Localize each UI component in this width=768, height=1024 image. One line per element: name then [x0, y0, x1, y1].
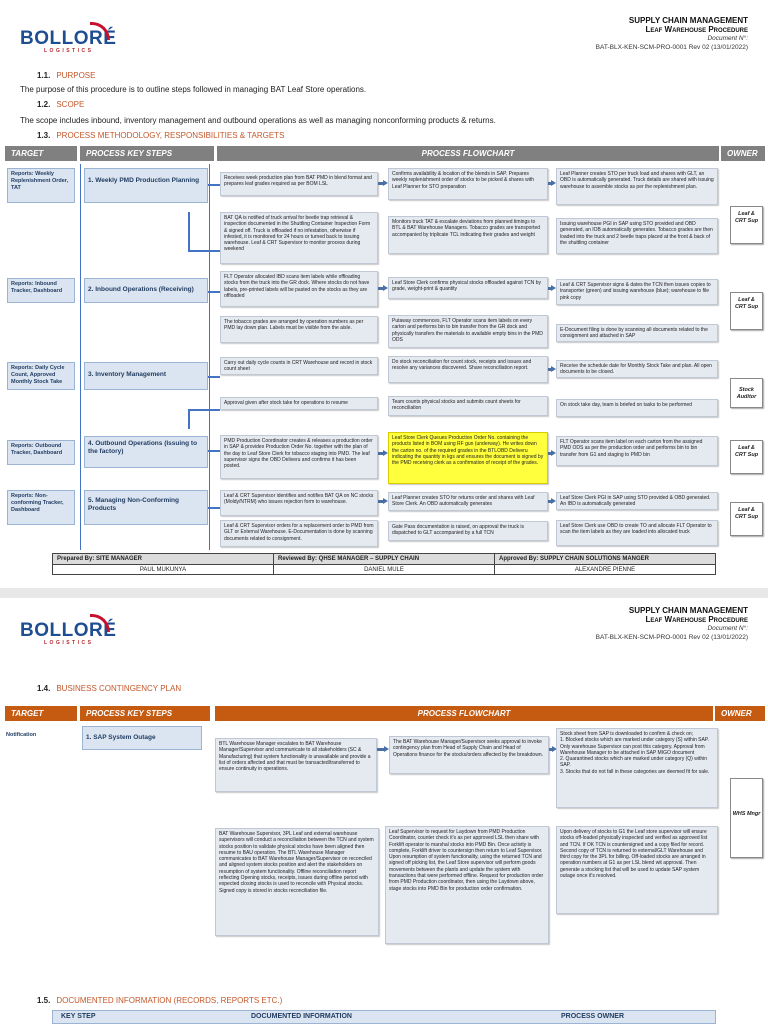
owner-3: Stock Auditor: [730, 378, 763, 408]
header-owner: OWNER: [721, 146, 765, 161]
header-target: TARGET: [5, 146, 77, 161]
connector-line: [208, 376, 220, 378]
arrow-right-icon: [378, 452, 384, 455]
flow-box: Leaf & CRT Supervisor identifies and notifies BAT QA on NC stocks (Moldy/NTRM) who issues rejection form to warehouse.: [220, 490, 378, 516]
connector-line: [188, 409, 190, 429]
connector-line: [208, 184, 220, 186]
step-4: 4. Outbound Operations (Issuing to the factory): [84, 436, 208, 468]
target-1: Reports: Weekly Replenishment Order, TAT: [7, 168, 75, 203]
header-steps: PROCESS KEY STEPS: [80, 146, 214, 161]
approved-by-label: Approved By: SUPPLY CHAIN SOLUTIONS MANGER: [499, 556, 650, 562]
reviewed-by-label: Reviewed By: QHSE MANAGER – SUPPLY CHAIN: [274, 554, 495, 564]
scope-text: The scope includes inbound, inventory management and outbound operations as well as managing nonconforming products & returns.: [20, 116, 496, 125]
bcp-header-target: TARGET: [5, 706, 77, 721]
bcp-flow-box: The BAT Warehouse Manager/Supervisor seeks approval to invoke contingency plan from Head of Supply Chain and Head of Operations finance for the stocks/orders affected by the breakdown.: [389, 736, 549, 774]
arrow-right-icon: [378, 500, 384, 503]
connector-line: [188, 212, 190, 250]
bcp-target: Notification: [6, 732, 37, 738]
flow-box: BAT QA is notified of truck arrival for beetle trap retrieval & inspection documented in the Shuttling Container Inspection Form & signed off. Truck is offloaded if no infestation, otherwise if infested, it is monitored for 24 hours or turned back to issuing warehouse. Leaf & CRT Supervisor to monitor process during weekend: [220, 212, 378, 264]
flow-box: Do stock reconciliation for count stock, receipts and issues and resolve any variances discovered. Share reconciliation report.: [388, 356, 548, 383]
step-5: 5. Managing Non-Conforming Products: [84, 490, 208, 525]
flow-box: Putaway commences, FLT Operator scans item labels on every carton and performs bin to bin transfer from the GR dock and physically transfers the materials to available empty bins in the PMD ODS: [388, 315, 548, 348]
section-docs-heading: 1.5. DOCUMENTED INFORMATION (RECORDS, REPORTS ETC.): [37, 996, 283, 1005]
arrow-right-icon: [548, 182, 552, 185]
company-logo: BOLLORÉ LOGISTICS: [20, 30, 116, 54]
flow-box: Issuing warehouse PGI in SAP using STO provided and OBD generated, an IOB automatically generates. Tobacco grades are then loaded into the truck and 2 beetle traps placed at the front & back of the shuttling container: [556, 218, 718, 254]
arrow-right-icon: [548, 287, 552, 290]
flow-box: Monitors truck TAT & escalate deviations from planned timings to BTL & BAT Warehouse Managers. Tobacco grades are transported accompanied by triplicate TCL indicating their grades and weight: [388, 216, 548, 254]
approved-by-name: ALEXANDRE PIENNE: [574, 567, 636, 573]
flow-box: Receives week production plan from BAT PMD in blend format and prepares leaf grades required as per BOM LSL: [220, 172, 378, 196]
purpose-text: The purpose of this procedure is to outline steps followed in managing BAT Leaf Store operations.: [20, 85, 367, 94]
step-1: 1. Weekly PMD Production Planning: [84, 168, 208, 203]
flow-box: Gate Pass documentation is raised, on approval the truck is dispatched to GLT accompanied by a full TCN: [388, 521, 548, 541]
flow-box: E-Document filing is done by scanning all documents related to the consignment and attached in SAP: [556, 324, 718, 342]
flow-box: Leaf Store Clerk PGI in SAP using STO provided & OBD generated. An IBD is automatically generated: [556, 492, 718, 510]
arrow-right-icon: [548, 452, 552, 455]
flow-box: Leaf Planner creates STO per truck load and shares with GLT, an OBD is automatically generated. Truck details are shared with issuing warehouse to assemble stocks as per the replenishment plan.: [556, 168, 718, 205]
arrow-right-icon: [549, 748, 553, 751]
connector-line: [208, 291, 220, 293]
bcp-header-owner: OWNER: [715, 706, 765, 721]
arrow-right-icon: [378, 182, 384, 185]
flow-box: Leaf & CRT Supervisor orders for a replacement order to PMD from GLT or External Warehouse. E-Documentation is done by scanning documents related to consignment.: [220, 520, 378, 547]
bcp-flow-box: BTL Warehouse Manager escalates to BAT Warehouse Manager/Supervisor and communicate to all stakeholders (SC & Manufacturing) that system functionality is unavailable and provide a list of orders affected and that must be transacted/transferred to ensure continuity in operations.: [215, 738, 377, 792]
arrow-right-icon: [548, 368, 552, 371]
col-process-owner: PROCESS OWNER: [561, 1013, 625, 1020]
bcp-flow-box: Upon delivery of stocks to G1 the Leaf store supervisor will ensure stocks off-loaded physically inspected and verified as approved list and TCN. If OK TCN is countersigned and a copy filed for record. Second copy of TCN is returned to external/GLT Warehouse and third copy for the 3PL for billing. Off-loaded stocks are arranged in operation numbers at G1 as per LSL blend wit approval. Then generate a stocking list that will be used to update SAP system outage once it's resolved.: [556, 826, 718, 914]
page-separator: [0, 588, 768, 598]
target-4: Reports: Outbound Tracker, Dashboard: [7, 440, 75, 465]
flow-box: Leaf Planner creates STO for returns order and shares with Leaf Store Clerk. An OBD automatically generates: [388, 492, 548, 511]
connector-line: [188, 409, 220, 411]
bcp-flow-box: Stock sheet from SAP is downloaded to confirm & check on; 1. Blocked stocks which are marked under category (S) within SAP. Only warehouse Supervisor can post this category. Approval from Warehouse Manager to be attached in SAP MIGO document 2. Quarantined stocks which are marked under category (Q) within SAP. 3. Stocks that do not fall in these categories are deemed fit for sale.: [556, 728, 718, 808]
flow-box: Receive the schedule date for Monthly Stock Take and plan. All open documents to be closed.: [556, 360, 718, 378]
connector-line: [188, 250, 220, 252]
flow-box: Leaf & CRT Supervisor signs & dates the TCN then issues copies to transporter (green) and issuing warehouse (blue); warehouse to file pink copy: [556, 279, 718, 305]
prepared-by-label: Prepared By: SITE MANAGER: [53, 554, 274, 564]
flow-box-highlighted: Leaf Store Clerk Queues Production Order No. containing the products listed in BOM using RF gun (underway). He writes down the carton no. of the required grades in the BTLOBD Deliveru indicating the quantity in kgs and ensures the document is signed by the PMD receiving clerk as a confirmation of receipt of the grades.: [388, 432, 548, 484]
step-2: 2. Inbound Operations (Receiving): [84, 278, 208, 303]
flow-box: Approval given after stock take for operations to resume: [220, 397, 378, 410]
flow-box: Team counts physical stocks and submits count sheets for reconciliation: [388, 396, 548, 416]
bcp-flow-box: BAT Warehouse Supervisor, 3PL Leaf and external warehouse supervisors will conduct a reconciliation between the TCN and system stocks position to validate physical stocks have been aligned then resume to BAU operation. The BTL Warehouse Manager communicates to BAT Warehouse Manager/Supervisor on reconciled and aligned system stocks position and alert the stakeholders on resumption of system functionality. Offline reconciliation report reflecting Opening stocks, receipts, issues during offline period with expected closing stocks is used to reconcile with Physical stocks. Signed copy is stored in stocks reconciliation file.: [215, 828, 379, 936]
document-header: SUPPLY CHAIN MANAGEMENT Leaf Warehouse Procedure Document N°: BAT-BLX-KEN-SCM-PRO-0001 Rev 02 (13/01/2022): [595, 606, 748, 641]
section-purpose-heading: 1.1. PURPOSE: [37, 71, 96, 80]
section-bcp-heading: 1.4. BUSINESS CONTINGENCY PLAN: [37, 684, 182, 693]
arrow-right-icon: [377, 748, 385, 751]
page-two: [0, 598, 768, 1024]
flow-box: On stock take day, team is briefed on tasks to be performed: [556, 399, 718, 417]
document-header: SUPPLY CHAIN MANAGEMENT Leaf Warehouse Procedure Document N°: BAT-BLX-KEN-SCM-PRO-0001 Rev 02 (13/01/2022): [595, 16, 748, 51]
flow-box: FLT Operator allocated IBD scans item labels while offloading stocks from the truck into the GR dock. Where stocks do not have labels, pre-printed labels will be pasted on the stocks as they are offloaded: [220, 271, 378, 307]
col-key-step: KEY STEP: [61, 1013, 96, 1020]
connector-line: [208, 507, 220, 509]
prepared-by-name: PAUL MUKUNYA: [53, 565, 274, 574]
flow-box: Leaf Store Clerk confirms physical stocks offloaded against TCN by grade, weight-print & quantity: [388, 277, 548, 299]
bcp-header-steps: PROCESS KEY STEPS: [80, 706, 210, 721]
company-logo: BOLLORÉ LOGISTICS: [20, 622, 116, 646]
flow-box: Confirms availability & location of the blends in SAP. Prepares weekly replenishment order of stocks to be picked & shares with Leaf Planner for STO preparation: [388, 168, 548, 200]
bcp-step: 1. SAP System Outage: [82, 726, 202, 750]
bcp-flow-box: Leaf Supervisor to request for Laydown from PMD Production Coordinator, counter check it's as per approved LSL then share with Forklift operator to marshal stocks into PMD Bin. Once activity is complete, Forklift driver to countersign then return to Leaf Supervisor. Upon resumption of system functionality, using the returned TCN and signed off picking list, the Leaf Store supervisor will perform goods movements between the plants and update the system with transactions that were performed offline. Request for production order from PMD Production coordinator, then using the Laydown above, stage stocks into PMD Bin for production order confirmation.: [385, 826, 549, 944]
header-flowchart: PROCESS FLOWCHART: [217, 146, 719, 161]
step-3: 3. Inventory Management: [84, 362, 208, 390]
flow-box: PMD Production Coordinator creates & releases a production order in SAP & provides Production Order No. together with the plan of the day to Leaf Store Clerk for tobacco staging into PMD. The leaf supervisor signs the OBD Deliveru and confirms it has been posted.: [220, 435, 378, 479]
arrow-right-icon: [548, 500, 552, 503]
bcp-owner: WHS Mngr: [730, 778, 763, 858]
flow-box: Carry out daily cycle counts in CRT Warehouse and record in stock count sheet: [220, 357, 378, 375]
section-scope-heading: 1.2. SCOPE: [37, 100, 85, 109]
target-5: Reports: Non-conforming Tracker, Dashboard: [7, 490, 75, 525]
arrow-right-icon: [378, 287, 384, 290]
owner-2: Leaf & CRT Sup: [730, 292, 763, 330]
owner-5: Leaf & CRT Sup: [730, 502, 763, 536]
owner-4: Leaf & CRT Sup: [730, 440, 763, 474]
connector-line: [208, 450, 220, 452]
flow-box: FLT Operator scans item label on each carton from the assigned PMD ODS as per the production order and performs bin to bin transfer from G1 and staging to PMD bin: [556, 436, 718, 466]
col-documented-information: DOCUMENTED INFORMATION: [251, 1013, 352, 1020]
owner-1: Leaf & CRT Sup: [730, 206, 763, 244]
section-method-heading: 1.3. PROCESS METHODOLOGY, RESPONSIBILITIES & TARGETS: [37, 131, 285, 140]
flow-box: The tobacco grades are arranged by operation numbers as per PMD lay down plan. Labels must be visible from the aisle.: [220, 316, 378, 343]
target-2: Reports: Inbound Tracker, Dashboard: [7, 278, 75, 303]
logo-arc-icon: [90, 22, 110, 40]
flow-box: Leaf Store Clerk use OBD to create TO and allocate FLT Operator to scan the item labels as they are loaded into allocated truck: [556, 520, 718, 546]
signoff-table: [52, 553, 716, 575]
target-3: Reports: Daily Cycle Count, Approved Monthly Stock Take: [7, 362, 75, 390]
bcp-header-flowchart: PROCESS FLOWCHART: [215, 706, 713, 721]
logo-arc-icon: [90, 614, 110, 632]
reviewed-by-name: DANIEL MULE: [274, 565, 495, 574]
documented-info-table-header: [52, 1010, 716, 1024]
